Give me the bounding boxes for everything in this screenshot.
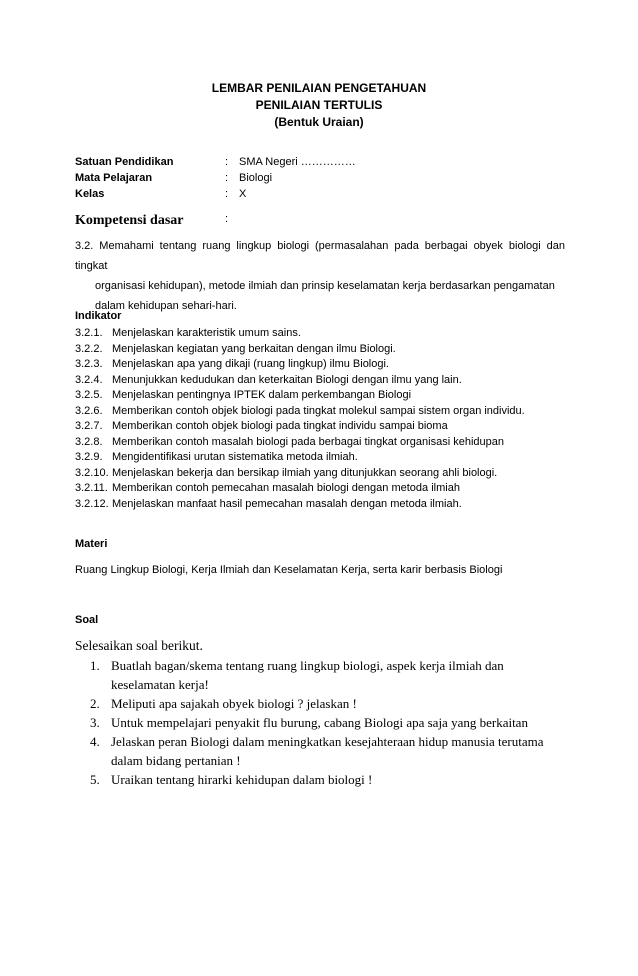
item-number: 3.2.4. [75, 373, 103, 386]
item-text: Memberikan contoh masalah biologi pada berbagai tingkat organisasi kehidupan [112, 435, 504, 448]
item-text: Untuk mempelajari penyakit flu burung, cabang Biologi apa saja yang berkaitan [111, 715, 528, 730]
info-colon: : [225, 188, 229, 200]
list-item [75, 373, 575, 389]
indikator-heading: Indikator [75, 310, 122, 322]
info-row-satuan [75, 154, 356, 170]
soal-heading: Soal [75, 614, 99, 626]
list-item [75, 326, 575, 342]
item-text: Menjelaskan pentingnya IPTEK dalam perkembangan Biologi [112, 389, 412, 401]
kompetensi-heading-text: Kompetensi dasar [75, 213, 184, 228]
title-line-1: LEMBAR PENILAIAN PENGETAHUAN [211, 81, 427, 95]
list-item [90, 713, 568, 732]
list-item [75, 342, 575, 358]
list-item [75, 481, 575, 497]
identity-table [75, 154, 356, 202]
materi-heading: Materi [75, 538, 108, 550]
item-number: 3.2.2. [75, 342, 103, 355]
item-text: Memberikan contoh objek biologi pada tingkat individu sampai bioma [112, 420, 448, 432]
item-text: Memberikan contoh pemecahan masalah biologi dengan metoda ilmiah [112, 482, 460, 494]
list-item [75, 497, 575, 513]
kompetensi-line-2: organisasi kehidupan), metode ilmiah dan prinsip keselamatan kerja berdasarkan pengamatan [95, 280, 555, 292]
list-item [75, 419, 575, 435]
list-item [90, 732, 568, 770]
item-text: Memberikan contoh objek biologi pada tingkat molekul sampai sistem organ individu. [112, 404, 525, 417]
info-value: SMA Negeri …………… [239, 156, 356, 168]
kompetensi-line-3: dalam kehidupan sehari-hari. [95, 300, 237, 312]
kompetensi-line-1: 3.2. Memahami tentang ruang lingkup biologi (permasalahan pada berbagai obyek biologi dan tingkat [75, 240, 565, 272]
item-number: 3.2.6. [75, 404, 103, 417]
title-line-3: (Bentuk Uraian) [274, 115, 364, 129]
list-item [75, 450, 575, 466]
item-text: Menjelaskan manfaat hasil pemecahan masalah dengan metoda ilmiah. [112, 497, 462, 510]
indikator-list [75, 326, 575, 512]
item-number: 2. [90, 696, 100, 711]
info-label: Mata Pelajaran [75, 172, 153, 184]
item-number: 3.2.12. [75, 497, 109, 510]
info-value: X [239, 188, 247, 200]
title-line-2: PENILAIAN TERTULIS [255, 98, 383, 112]
materi-text: Ruang Lingkup Biologi, Kerja Ilmiah dan Keselamatan Kerja, serta karir berbasis Biologi [75, 564, 503, 576]
info-label: Satuan Pendidikan [75, 156, 174, 168]
item-number: 4. [90, 734, 100, 749]
info-label: Kelas [75, 188, 105, 200]
info-row-kelas [75, 186, 356, 202]
list-item [90, 656, 568, 694]
item-number: 3.2.11. [75, 482, 108, 494]
item-text: Menunjukkan kedudukan dan keterkaitan Biologi dengan ilmu yang lain. [112, 373, 462, 386]
item-text: Meliputi apa sajakah obyek biologi ? jelaskan ! [111, 696, 357, 711]
item-number: 3.2.3. [75, 358, 103, 370]
list-item [75, 466, 575, 482]
item-number: 5. [90, 772, 100, 787]
item-number: 3.2.1. [75, 327, 103, 339]
list-item [75, 404, 575, 420]
item-number: 1. [90, 658, 100, 673]
info-colon: : [225, 156, 229, 168]
list-item [75, 388, 575, 404]
info-colon: : [225, 172, 229, 184]
list-item [90, 770, 568, 789]
kompetensi-paragraph [75, 236, 565, 316]
item-text: Jelaskan peran Biologi dalam meningkatkan kesejahteraan hidup manusia terutama dalam bidang pertanian ! [111, 734, 544, 768]
item-number: 3.2.8. [75, 435, 103, 448]
info-row-mapel [75, 170, 356, 186]
item-number: 3.2.9. [75, 451, 103, 463]
list-item [90, 694, 568, 713]
item-text: Menjelaskan kegiatan yang berkaitan dengan ilmu Biologi. [112, 342, 396, 355]
item-number: 3.2.10. [75, 466, 109, 479]
list-item [75, 357, 575, 373]
kompetensi-heading [75, 213, 229, 229]
item-number: 3.2.5. [75, 389, 103, 401]
info-value: Biologi [239, 172, 273, 184]
item-text: Mengidentifikasi urutan sistematika metoda ilmiah. [112, 451, 358, 463]
item-text: Menjelaskan apa yang dikaji (ruang lingkup) ilmu Biologi. [112, 358, 389, 370]
item-number: 3.2.7. [75, 420, 103, 432]
item-text: Uraikan tentang hirarki kehidupan dalam biologi ! [111, 772, 373, 787]
soal-list [90, 656, 568, 789]
item-text: Menjelaskan karakteristik umum sains. [112, 327, 301, 339]
kompetensi-colon: : [225, 213, 229, 225]
list-item [75, 435, 575, 451]
item-number: 3. [90, 715, 100, 730]
item-text: Buatlah bagan/skema tentang ruang lingkup biologi, aspek kerja ilmiah dan keselamatan kerja! [111, 658, 504, 692]
item-text: Menjelaskan bekerja dan bersikap ilmiah yang ditunjukkan seorang ahli biologi. [112, 466, 498, 479]
document-title [0, 80, 638, 131]
soal-intro: Selesaikan soal berikut. [75, 638, 203, 653]
